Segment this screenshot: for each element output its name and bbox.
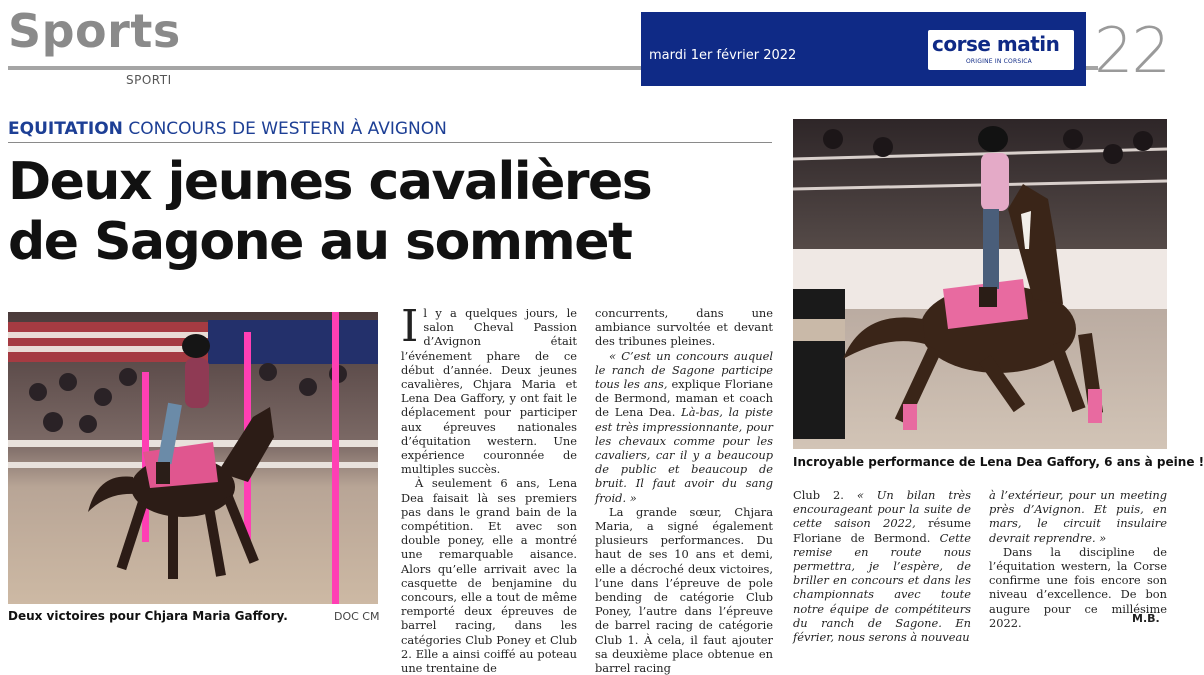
photo-right-caption: Incroyable performance de Lena Dea Gaffory, 6 ans à peine ! [793,455,1204,469]
paragraph-intro: l y a quelques jours, le salon Cheval Passion d’Avignon était l’événement phare de ce début d’année. Deux jeunes cavalières, Chjara Maria et Lena Dea Gaffory, y ont fait le déplacement pour participer aux épreuves nationales d’équitation western. Une expérience couronnée de multiples succès. [401,306,577,477]
article-column-3 [793,488,972,645]
page-number: 22 [1094,14,1169,87]
article-column-1 [401,301,577,675]
attribution-text: résume Floriane de Bermond. [793,516,972,545]
paragraph-lena-dea: À seulement 6 ans, Lena Dea faisait là ses premiers pas dans le grand bain de la compétition. Et avec son double poney, elle a montré une remarquable aisance. Alors qu’elle arrivait avec la casquette de benjamine du concours, elle a tout de même remporté deux épreuves de barrel racing, dans les catégories Club Poney et Club 2. Elle a ainsi coiffé au poteau une trentaine de [401,476,577,675]
article-kicker [8,119,447,139]
kicker-topic: CONCOURS DE WESTERN À AVIGNON [128,119,447,139]
headline-line-1: Deux jeunes cavalières [8,152,652,212]
headline [8,152,778,272]
photo-left-caption: Deux victoires pour Chjara Maria Gaffory. [8,609,288,623]
logo-tagline: ORIGINE IN CORSICA [966,58,1032,65]
quote-text: « C’est un concours auquel le ranch de Sagone participe tous les ans, [595,348,773,392]
photo-chjara-maria [8,312,378,604]
newspaper-logo: corse matin [932,32,1060,56]
headline-line-2: de Sagone au sommet [8,212,632,272]
paragraph-chjara-maria: La grande sœur, Chjara Maria, a signé également plusieurs performances. Du haut de ses 10 ans et demi, elle a décroché deux victoires, l’une dans l’épreuve de pole bending de catégorie Club Poney, l’autre dans l’épreuve de barrel racing de catégorie Club 1. À cela, il faut ajouter sa deuxième place obtenue en barrel racing [595,504,773,675]
section-title: Sports [8,4,181,58]
section-subtitle: SPORTI [126,73,172,87]
quote-text: « Un bilan très encourageant pour la suite de cette saison 2022, [793,488,971,531]
drop-cap: I [401,301,419,352]
author-signature: M.B. [1132,612,1160,625]
attribution-text: explique Floriane de Bermond, maman et coach de Lena Dea. [595,377,773,420]
article-column-2 [595,306,773,675]
kicker-section: EQUITATION [8,119,123,139]
photo-lena-dea [793,119,1167,449]
rider-photo-illustration [8,312,378,604]
paragraph-quote-coach [595,349,773,505]
kicker-rule [8,142,772,143]
paragraph-conclusion: Dans la discipline de l’équitation western, la Corse confirme une fois encore son niveau d’excellence. De bon augure pour ce millésime 2022. [989,544,1167,630]
paragraph-bilan [793,488,971,644]
paragraph-continued: concurrents, dans une ambiance survoltée et devant des tribunes pleines. [595,306,773,349]
quote-text: Là-bas, la piste est très impressionnante, pour les chevaux comme pour les cavaliers, car il y a beaucoup de public et beaucoup de bruit. Il faut avoir du sang froid. » [595,405,773,505]
quote-continued: à l’extérieur, pour un meeting près d’Avignon. Et puis, en mars, le circuit insulaire devrait reprendre. » [989,488,1167,545]
photo-credit: DOC CM [334,610,380,623]
article-column-4 [989,488,1167,631]
pony-photo-illustration [793,119,1167,449]
issue-date: mardi 1er février 2022 [649,48,797,63]
quote-text: Cette remise en route nous permettra, je l’espère, de briller en concours et dans les championnats avec toute notre équipe de compétiteurs du ranch de Sagone. En février, nous serons à nouveau [793,530,971,645]
body-text: Club 2. [793,488,857,502]
